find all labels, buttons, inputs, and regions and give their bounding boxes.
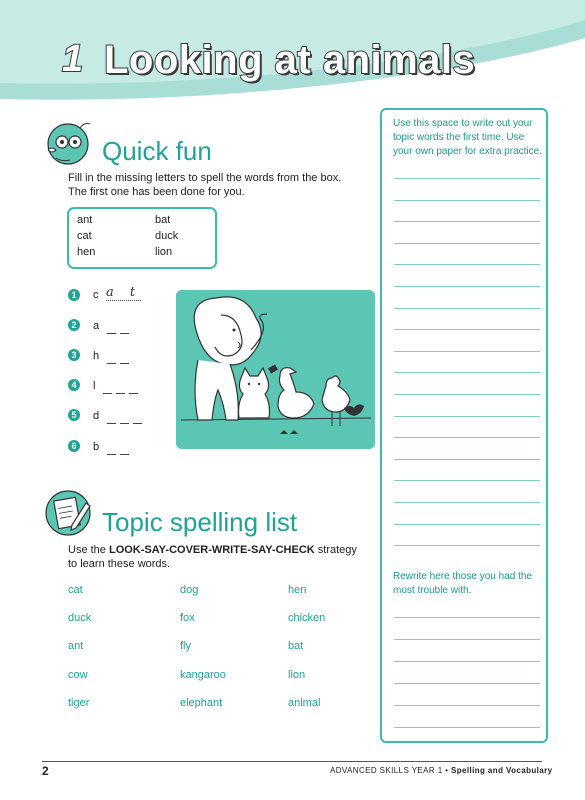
book-name: ADVANCED SKILLS YEAR 1 [330,766,443,775]
spelling-word: animal [288,697,321,709]
writing-line[interactable] [394,200,540,201]
writing-line[interactable] [394,480,540,481]
writing-line[interactable] [394,617,540,618]
notepad-pencil-icon [42,487,94,539]
spelling-word: ant [68,640,84,652]
writing-line[interactable] [394,243,540,244]
answer-blanks[interactable] [103,442,129,460]
panel-bottom-text: Rewrite here those you had the most trouble with. [393,571,532,596]
writing-line[interactable] [394,286,540,287]
section-title-quick-fun: Quick fun [102,136,212,166]
answer-blanks[interactable] [99,381,138,399]
answer-blanks[interactable] [103,411,142,429]
chapter-number: 1 [62,38,84,80]
writing-line[interactable] [394,372,540,373]
spelling-word: fox [180,612,195,624]
word-box-word: cat [77,230,92,242]
question-first-letter: l [93,380,97,392]
question-first-letter: d [93,410,101,422]
spelling-instructions [68,543,358,571]
question-number: 1 [68,289,80,301]
word-box-word: hen [77,246,96,258]
spelling-word: dog [180,584,199,596]
answer-blanks[interactable] [103,321,129,339]
writing-line[interactable] [394,661,540,662]
quick-fun-instructions: Fill in the missing letters to spell the words from the box. The first one has been done for you. [68,172,342,198]
spelling-word: fly [180,640,191,652]
writing-line[interactable] [394,639,540,640]
writing-line[interactable] [394,545,540,546]
spelling-word: duck [68,612,92,624]
writing-line[interactable] [394,502,540,503]
writing-line[interactable] [394,437,540,438]
animals-illustration [176,290,375,449]
question-number: 4 [68,379,80,391]
footer-bullet: • [445,766,449,775]
word-box-word: lion [155,246,173,258]
question-first-letter: b [93,441,101,453]
strategy-name: LOOK-SAY-COVER-WRITE-SAY-CHECK [108,544,315,556]
spelling-word: tiger [68,697,90,709]
instr-pre: Use the [68,544,109,556]
question-first-letter: c [93,289,100,301]
word-box-word: bat [155,214,171,226]
spelling-word: cat [68,584,83,596]
spelling-word: lion [288,669,306,681]
writing-line[interactable] [394,329,540,330]
spelling-word: chicken [288,612,326,624]
writing-line[interactable] [394,727,540,728]
writing-line[interactable] [394,394,540,395]
writing-line[interactable] [394,459,540,460]
writing-line[interactable] [394,308,540,309]
panel-top-text: Use this space to write out your topic words the first time. Use your own paper for extra practice. [393,118,542,157]
writing-line[interactable] [394,416,540,417]
footer-divider [42,761,542,762]
writing-line[interactable] [394,178,540,179]
spelling-word: elephant [180,697,223,709]
spelling-word: kangaroo [180,669,226,681]
writing-line[interactable] [394,221,540,222]
word-box-word: duck [155,230,179,242]
footer-text [330,766,553,775]
section-title-spelling: Topic spelling list [102,507,298,537]
subject-name: Spelling and Vocabulary [451,766,553,775]
question-first-letter: h [93,350,101,362]
answer-blanks[interactable] [103,351,129,369]
writing-line[interactable] [394,705,540,706]
spelling-word: hen [288,584,307,596]
spelling-word: bat [288,640,304,652]
spelling-word: cow [68,669,88,681]
eye-glasses-icon [42,120,94,168]
question-number: 5 [68,409,80,421]
question-first-letter: a [93,320,101,332]
question-number: 2 [68,319,80,331]
page-number: 2 [42,764,49,778]
instr-post: strategy to learn these words. [68,544,357,570]
question-number: 6 [68,440,80,452]
writing-panel [380,108,548,743]
question-example-answer: a t [106,285,142,300]
writing-line[interactable] [394,351,540,352]
writing-line[interactable] [394,264,540,265]
question-number: 3 [68,349,80,361]
page-title: Looking at animals [104,38,476,82]
writing-line[interactable] [394,524,540,525]
writing-line[interactable] [394,683,540,684]
word-box-word: ant [77,214,93,226]
